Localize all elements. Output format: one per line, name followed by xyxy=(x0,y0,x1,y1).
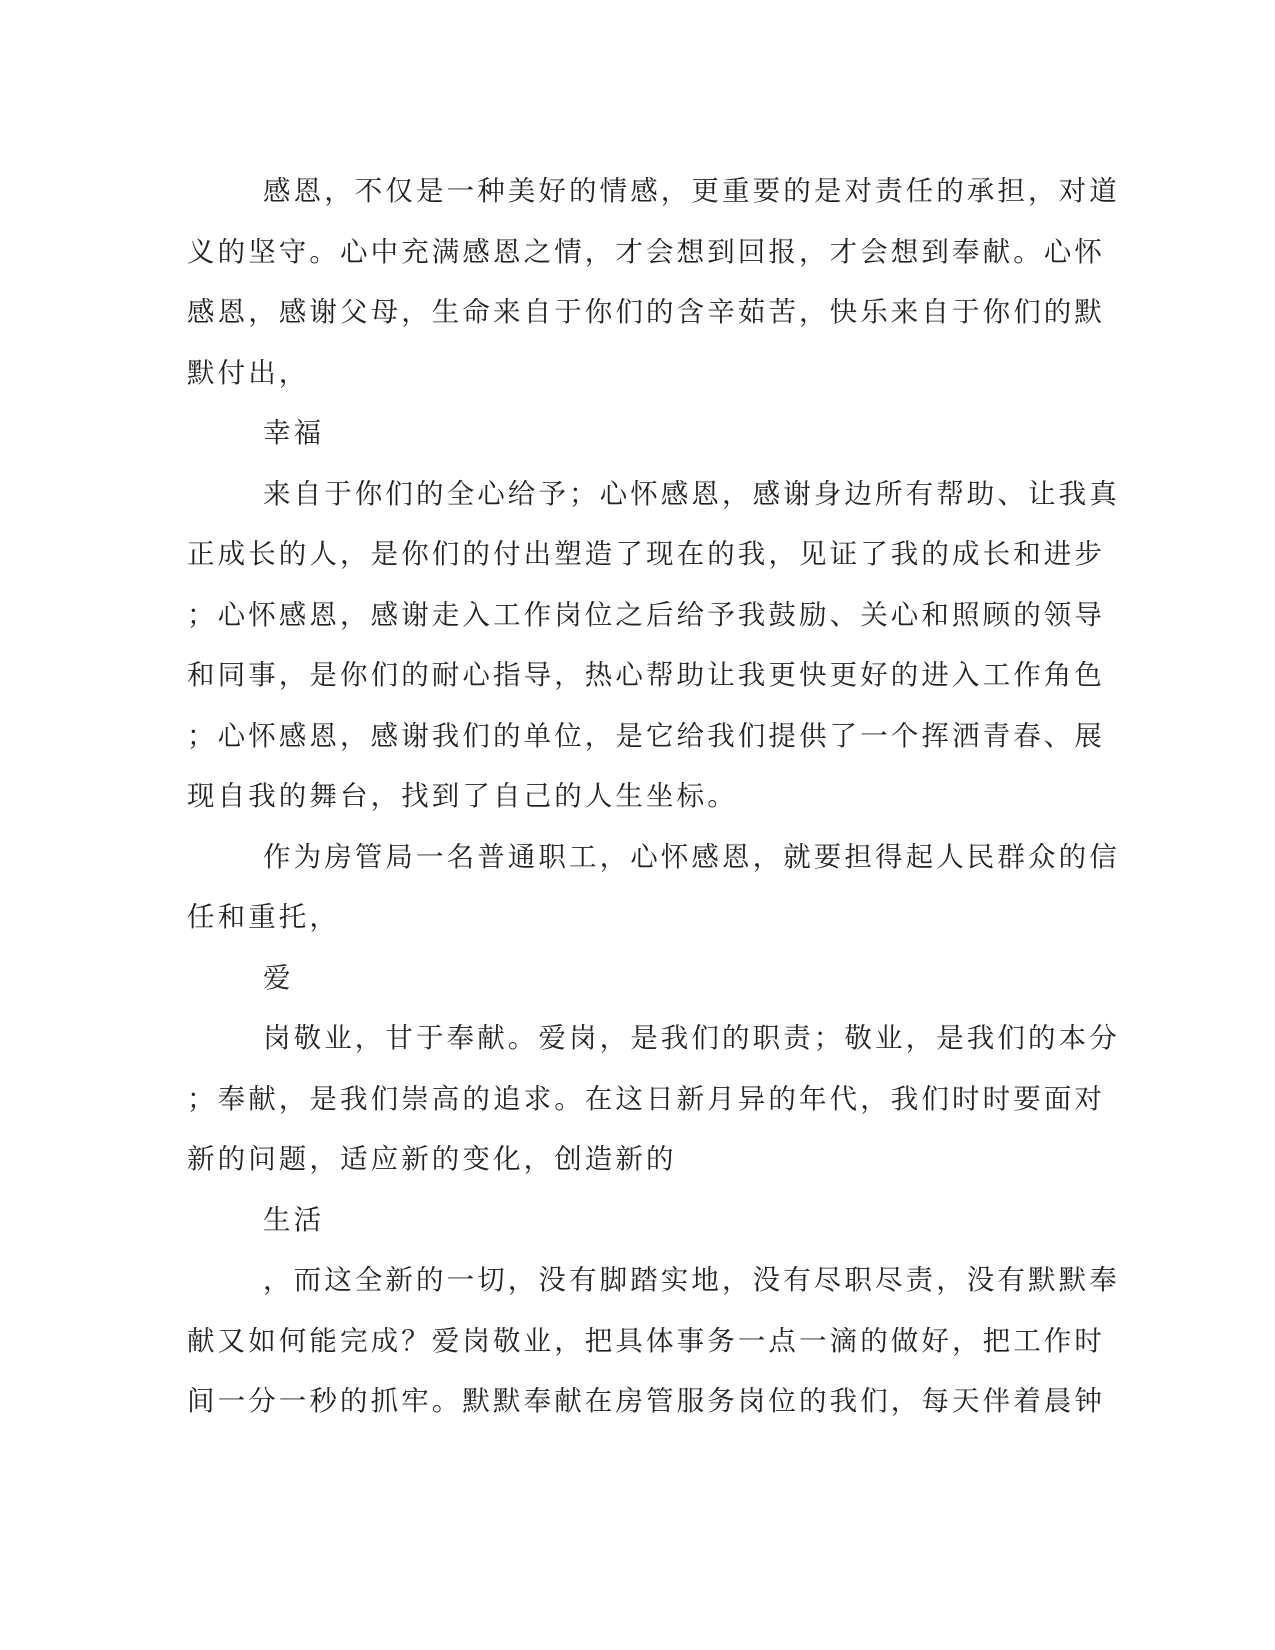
text-line: ；心怀感恩，感谢走入工作岗位之后给予我鼓励、关心和照顾的领导 xyxy=(187,598,1105,631)
text-line: ；奉献，是我们崇高的追求。在这日新月异的年代，我们时时要面对 xyxy=(187,1082,1105,1115)
text-line: 感恩，不仅是一种美好的情感，更重要的是对责任的承担，对道 xyxy=(263,175,1120,207)
text-line: 新的问题，适应新的变化，创造新的 xyxy=(187,1143,677,1175)
text-line: 献又如何能完成？爱岗敬业，把具体事务一点一滴的做好，把工作时 xyxy=(187,1324,1105,1357)
text-line: 任和重托， xyxy=(187,901,340,933)
text-line: 现自我的舞台，找到了自己的人生坐标。 xyxy=(187,780,738,812)
text-line: 岗敬业，甘于奉献。爱岗，是我们的职责；敬业，是我们的本分 xyxy=(263,1022,1120,1054)
text-line: 正成长的人，是你们的付出塑造了现在的我，见证了我的成长和进步 xyxy=(187,538,1105,570)
text-line: 间一分一秒的抓牢。默默奉献在房管服务岗位的我们，每天伴着晨钟 xyxy=(187,1385,1105,1417)
text-line: 爱 xyxy=(263,961,294,994)
text-line: 感恩，感谢父母，生命来自于你们的含辛茹苦，快乐来自于你们的默 xyxy=(187,296,1105,328)
text-line: 作为房管局一名普通职工，心怀感恩，就要担得起人民群众的信 xyxy=(263,840,1120,873)
text-line: 生活 xyxy=(263,1203,325,1236)
text-line: 默付出， xyxy=(187,356,310,389)
text-line: 和同事，是你们的耐心指导，热心帮助让我更快更好的进入工作角色 xyxy=(187,659,1105,691)
text-line: ，而这全新的一切，没有脚踏实地，没有尽职尽责，没有默默奉 xyxy=(263,1264,1120,1296)
text-line: ；心怀感恩，感谢我们的单位，是它给我们提供了一个挥洒青春、展 xyxy=(187,719,1105,752)
body-text xyxy=(187,161,1120,1432)
text-line: 幸福 xyxy=(263,417,325,449)
text-line: 来自于你们的全心给予；心怀感恩，感谢身边所有帮助、让我真 xyxy=(263,477,1120,510)
text-line: 义的坚守。心中充满感恩之情，才会想到回报，才会想到奉献。心怀 xyxy=(187,235,1105,268)
